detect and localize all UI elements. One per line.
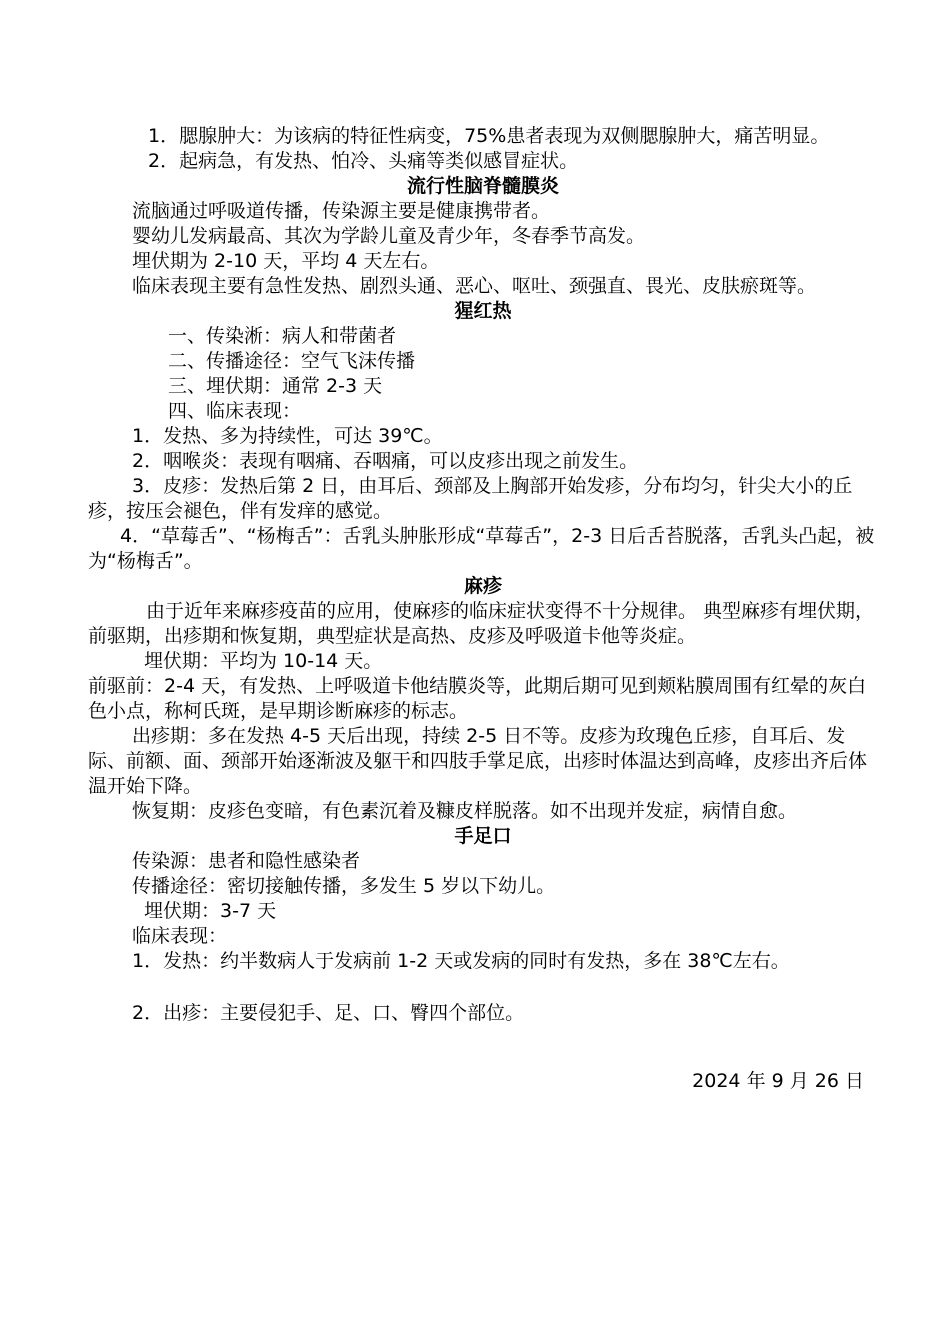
document-page bbox=[88, 124, 878, 1094]
hfmd-para-1: 传染源：患者和隐性感染者 bbox=[132, 850, 361, 872]
measles-para-3: 前驱前：2-4 天，有发热、上呼吸道卡他结膜炎等，此期后期可见到颊粘膜周围有红晕的灰白色小点，称柯氏斑，是早期诊断麻疹的标志。 bbox=[88, 675, 867, 722]
scarlet-item-3: 3．皮疹：发热后第 2 日，由耳后、颈部及上胸部开始发疹，分布均匀，针尖大小的丘疹，按压会褪色，伴有发痒的感觉。 bbox=[88, 475, 853, 522]
measles-title: 麻疹 bbox=[463, 575, 502, 597]
mumps-item-1: 1．腮腺肿大：为该病的特征性病变，75%患者表现为双侧腮腺肿大，痛苦明显。 bbox=[148, 125, 830, 147]
hfmd-title: 手足口 bbox=[454, 825, 512, 847]
scarlet-section-2: 二、传播途径：空气飞沫传播 bbox=[168, 350, 416, 372]
document-date: 2024 年 9 月 26 日 bbox=[692, 1070, 864, 1092]
scarlet-item-2: 2．咽喉炎：表现有咽痛、吞咽痛，可以皮疹出现之前发生。 bbox=[132, 450, 639, 472]
spacer bbox=[88, 1026, 878, 1053]
meningitis-title: 流行性脑脊髓膜炎 bbox=[406, 175, 559, 197]
measles-para-4: 出疹期：多在发热 4-5 天后出现，持续 2-5 日不等。皮疹为玫瑰色丘疹，自耳后、发际、前额、面、颈部开始逐渐波及躯干和四肢手掌足底，出疹时体温达到高峰，皮疹出齐后体温开始下降。 bbox=[88, 725, 868, 797]
measles-para-1: 由于近年来麻疹疫苗的应用，使麻疹的临床症状变得不十分规律。 典型麻疹有埋伏期，前驱期，出疹期和恢复期，典型症状是高热、皮疹及呼吸道卡他等炎症。 bbox=[88, 600, 875, 647]
meningitis-para-3: 埋伏期为 2-10 天，平均 4 天左右。 bbox=[132, 250, 440, 272]
hfmd-para-2: 传播途径：密切接触传播，多发生 5 岁以下幼儿。 bbox=[132, 875, 556, 897]
scarlet-section-4: 四、临床表现： bbox=[168, 400, 302, 422]
meningitis-para-1: 流脑通过呼吸道传播，传染源主要是健康携带者。 bbox=[132, 200, 551, 222]
hfmd-para-4: 临床表现： bbox=[132, 925, 228, 947]
scarlet-section-1: 一、传染淅：病人和带菌者 bbox=[168, 325, 397, 347]
mumps-item-2: 2．起病急，有发热、怕冷、头痛等类似感冒症状。 bbox=[148, 150, 579, 172]
scarlet-fever-title: 猩红热 bbox=[454, 300, 512, 322]
hfmd-para-3: 埋伏期：3-7 天 bbox=[144, 900, 277, 922]
scarlet-section-3: 三、埋伏期：通常 2-3 天 bbox=[168, 375, 383, 397]
spacer bbox=[88, 974, 878, 1001]
scarlet-item-1: 1．发热、多为持续性，可达 39℃。 bbox=[132, 425, 443, 447]
scarlet-item-4: 4．“草莓舌”、“杨梅舌”：舌乳头肿胀形成“草莓舌”，2-3 日后舌苔脱落，舌乳头凸起，被为“杨梅舌”。 bbox=[88, 525, 875, 572]
hfmd-item-2: 2．出疹：主要侵犯手、足、口、臀四个部位。 bbox=[132, 1002, 525, 1024]
hfmd-item-1: 1．发热：约半数病人于发病前 1-2 天或发病的同时有发热，多在 38℃左右。 bbox=[132, 950, 790, 972]
measles-para-2: 埋伏期：平均为 10-14 天。 bbox=[144, 650, 383, 672]
measles-para-5: 恢复期：皮疹色变暗，有色素沉着及糠皮样脱落。如不出现并发症，病情自愈。 bbox=[132, 800, 798, 822]
meningitis-para-4: 临床表现主要有急性发热、剧烈头通、恶心、呕吐、颈强直、畏光、皮肤瘀斑等。 bbox=[132, 275, 817, 297]
meningitis-para-2: 婴幼儿发病最高、其次为学龄儿童及青少年，冬春季节高发。 bbox=[132, 225, 646, 247]
